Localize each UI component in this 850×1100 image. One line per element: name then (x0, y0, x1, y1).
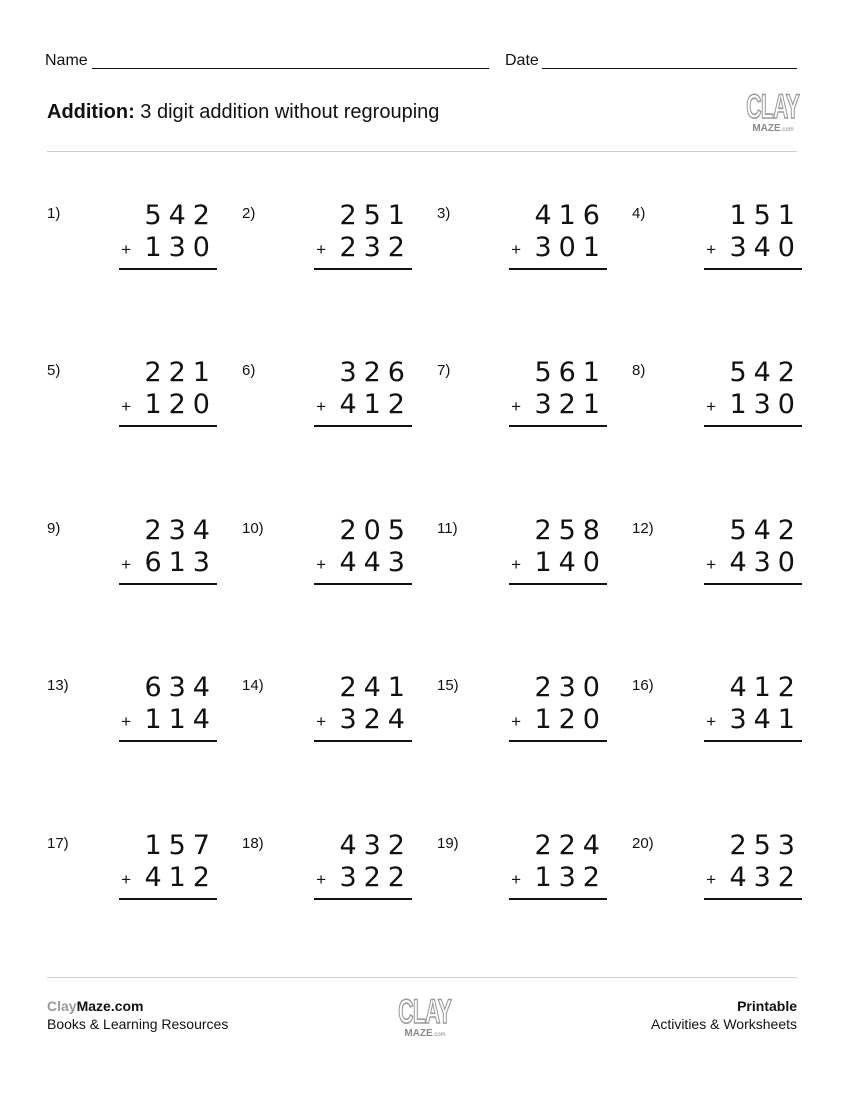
bottom-addend: 120 (534, 704, 607, 735)
problem-number: 11) (437, 520, 458, 537)
name-label: Name (45, 52, 88, 69)
answer-line[interactable] (119, 898, 217, 900)
top-addend: 634 (144, 672, 217, 703)
bottom-addend: 301 (534, 232, 607, 263)
answer-line[interactable] (704, 740, 802, 742)
bottom-addend: 114 (144, 704, 217, 735)
bottom-addend: 321 (534, 389, 607, 420)
bottom-addend: 341 (729, 704, 802, 735)
logo-maze: MAZE (752, 123, 781, 134)
top-addend: 326 (339, 357, 412, 388)
answer-line[interactable] (314, 898, 412, 900)
plus-sign: + (511, 240, 521, 259)
plus-sign: + (121, 240, 131, 259)
top-addend: 542 (729, 357, 802, 388)
answer-line[interactable] (704, 425, 802, 427)
bottom-addend: 443 (339, 547, 412, 578)
problem-number: 1) (47, 205, 61, 222)
answer-line[interactable] (509, 583, 607, 585)
plus-sign: + (511, 397, 521, 416)
problem-9 (47, 517, 217, 607)
problem-1 (47, 202, 217, 292)
plus-sign: + (706, 870, 716, 889)
bottom-addend: 412 (144, 862, 217, 893)
answer-line[interactable] (314, 740, 412, 742)
problem-number: 16) (632, 677, 654, 694)
problem-4 (632, 202, 802, 292)
footer-left-sub: Books & Learning Resources (47, 1016, 229, 1032)
bottom-addend: 130 (729, 389, 802, 420)
claymaze-logo-bottom (395, 995, 455, 1039)
problem-6 (242, 359, 412, 449)
page-title (47, 101, 439, 124)
header-divider (47, 151, 797, 152)
problem-20 (632, 832, 802, 922)
problem-17 (47, 832, 217, 922)
bottom-addend: 140 (534, 547, 607, 578)
problem-number: 15) (437, 677, 459, 694)
bottom-addend: 130 (144, 232, 217, 263)
answer-line[interactable] (704, 898, 802, 900)
top-addend: 230 (534, 672, 607, 703)
bottom-addend: 340 (729, 232, 802, 263)
footer-brand-maze: Maze.com (76, 998, 144, 1014)
problem-7 (437, 359, 607, 449)
claymaze-logo-top (742, 90, 804, 134)
footer-brand-clay: Clay (47, 998, 77, 1014)
answer-line[interactable] (704, 583, 802, 585)
logo-com-bottom: .com (432, 1032, 446, 1038)
problem-number: 7) (437, 362, 451, 379)
plus-sign: + (706, 240, 716, 259)
top-addend: 251 (339, 200, 412, 231)
problem-number: 12) (632, 520, 654, 537)
top-addend: 224 (534, 830, 607, 861)
problem-11 (437, 517, 607, 607)
bottom-addend: 430 (729, 547, 802, 578)
answer-line[interactable] (119, 740, 217, 742)
answer-line[interactable] (314, 583, 412, 585)
top-addend: 205 (339, 515, 412, 546)
plus-sign: + (316, 397, 326, 416)
answer-line[interactable] (119, 583, 217, 585)
answer-line[interactable] (509, 268, 607, 270)
plus-sign: + (121, 555, 131, 574)
top-addend: 253 (729, 830, 802, 861)
bottom-addend: 432 (729, 862, 802, 893)
date-field[interactable] (542, 68, 797, 69)
title-rest: 3 digit addition without regrouping (134, 101, 440, 123)
problem-12 (632, 517, 802, 607)
plus-sign: + (511, 555, 521, 574)
problem-18 (242, 832, 412, 922)
bottom-addend: 232 (339, 232, 412, 263)
bottom-addend: 120 (144, 389, 217, 420)
plus-sign: + (316, 870, 326, 889)
top-addend: 416 (534, 200, 607, 231)
top-addend: 157 (144, 830, 217, 861)
problem-number: 20) (632, 835, 654, 852)
problem-number: 17) (47, 835, 69, 852)
answer-line[interactable] (704, 268, 802, 270)
top-addend: 561 (534, 357, 607, 388)
answer-line[interactable] (119, 425, 217, 427)
plus-sign: + (316, 555, 326, 574)
problem-number: 9) (47, 520, 61, 537)
problem-number: 6) (242, 362, 256, 379)
logo-maze-bottom: MAZE (404, 1028, 433, 1039)
plus-sign: + (121, 397, 131, 416)
problem-3 (437, 202, 607, 292)
answer-line[interactable] (119, 268, 217, 270)
problem-14 (242, 674, 412, 764)
title-bold: Addition: (47, 101, 135, 123)
bottom-addend: 324 (339, 704, 412, 735)
problem-15 (437, 674, 607, 764)
plus-sign: + (121, 870, 131, 889)
top-addend: 412 (729, 672, 802, 703)
top-addend: 542 (729, 515, 802, 546)
bottom-addend: 132 (534, 862, 607, 893)
problem-number: 18) (242, 835, 264, 852)
plus-sign: + (511, 712, 521, 731)
top-addend: 151 (729, 200, 802, 231)
problem-19 (437, 832, 607, 922)
problem-number: 4) (632, 205, 646, 222)
logo-com: .com (780, 127, 794, 133)
problem-number: 5) (47, 362, 61, 379)
footer-right-title: Printable (737, 998, 797, 1014)
plus-sign: + (511, 870, 521, 889)
answer-line[interactable] (509, 425, 607, 427)
top-addend: 241 (339, 672, 412, 703)
top-addend: 432 (339, 830, 412, 861)
problem-8 (632, 359, 802, 449)
footer-right-sub: Activities & Worksheets (650, 1016, 797, 1032)
problem-10 (242, 517, 412, 607)
plus-sign: + (706, 712, 716, 731)
plus-sign: + (316, 712, 326, 731)
logo-clay-text-bottom: CLAY (398, 993, 452, 1031)
date-label: Date (505, 52, 539, 69)
top-addend: 542 (144, 200, 217, 231)
problem-number: 13) (47, 677, 69, 694)
problem-number: 2) (242, 205, 256, 222)
logo-clay-text: CLAY (746, 88, 800, 126)
problem-number: 19) (437, 835, 459, 852)
problem-number: 8) (632, 362, 646, 379)
problem-13 (47, 674, 217, 764)
footer-divider (47, 977, 797, 978)
problem-number: 10) (242, 520, 264, 537)
bottom-addend: 322 (339, 862, 412, 893)
top-addend: 258 (534, 515, 607, 546)
problem-16 (632, 674, 802, 764)
problem-2 (242, 202, 412, 292)
bottom-addend: 613 (144, 547, 217, 578)
top-addend: 234 (144, 515, 217, 546)
top-addend: 221 (144, 357, 217, 388)
problem-number: 3) (437, 205, 451, 222)
answer-line[interactable] (314, 425, 412, 427)
plus-sign: + (316, 240, 326, 259)
name-field[interactable] (92, 68, 489, 69)
footer-left (47, 997, 228, 1033)
footer-right (651, 997, 797, 1033)
problem-number: 14) (242, 677, 264, 694)
bottom-addend: 412 (339, 389, 412, 420)
plus-sign: + (706, 397, 716, 416)
answer-line[interactable] (509, 740, 607, 742)
plus-sign: + (121, 712, 131, 731)
answer-line[interactable] (314, 268, 412, 270)
problem-5 (47, 359, 217, 449)
answer-line[interactable] (509, 898, 607, 900)
plus-sign: + (706, 555, 716, 574)
